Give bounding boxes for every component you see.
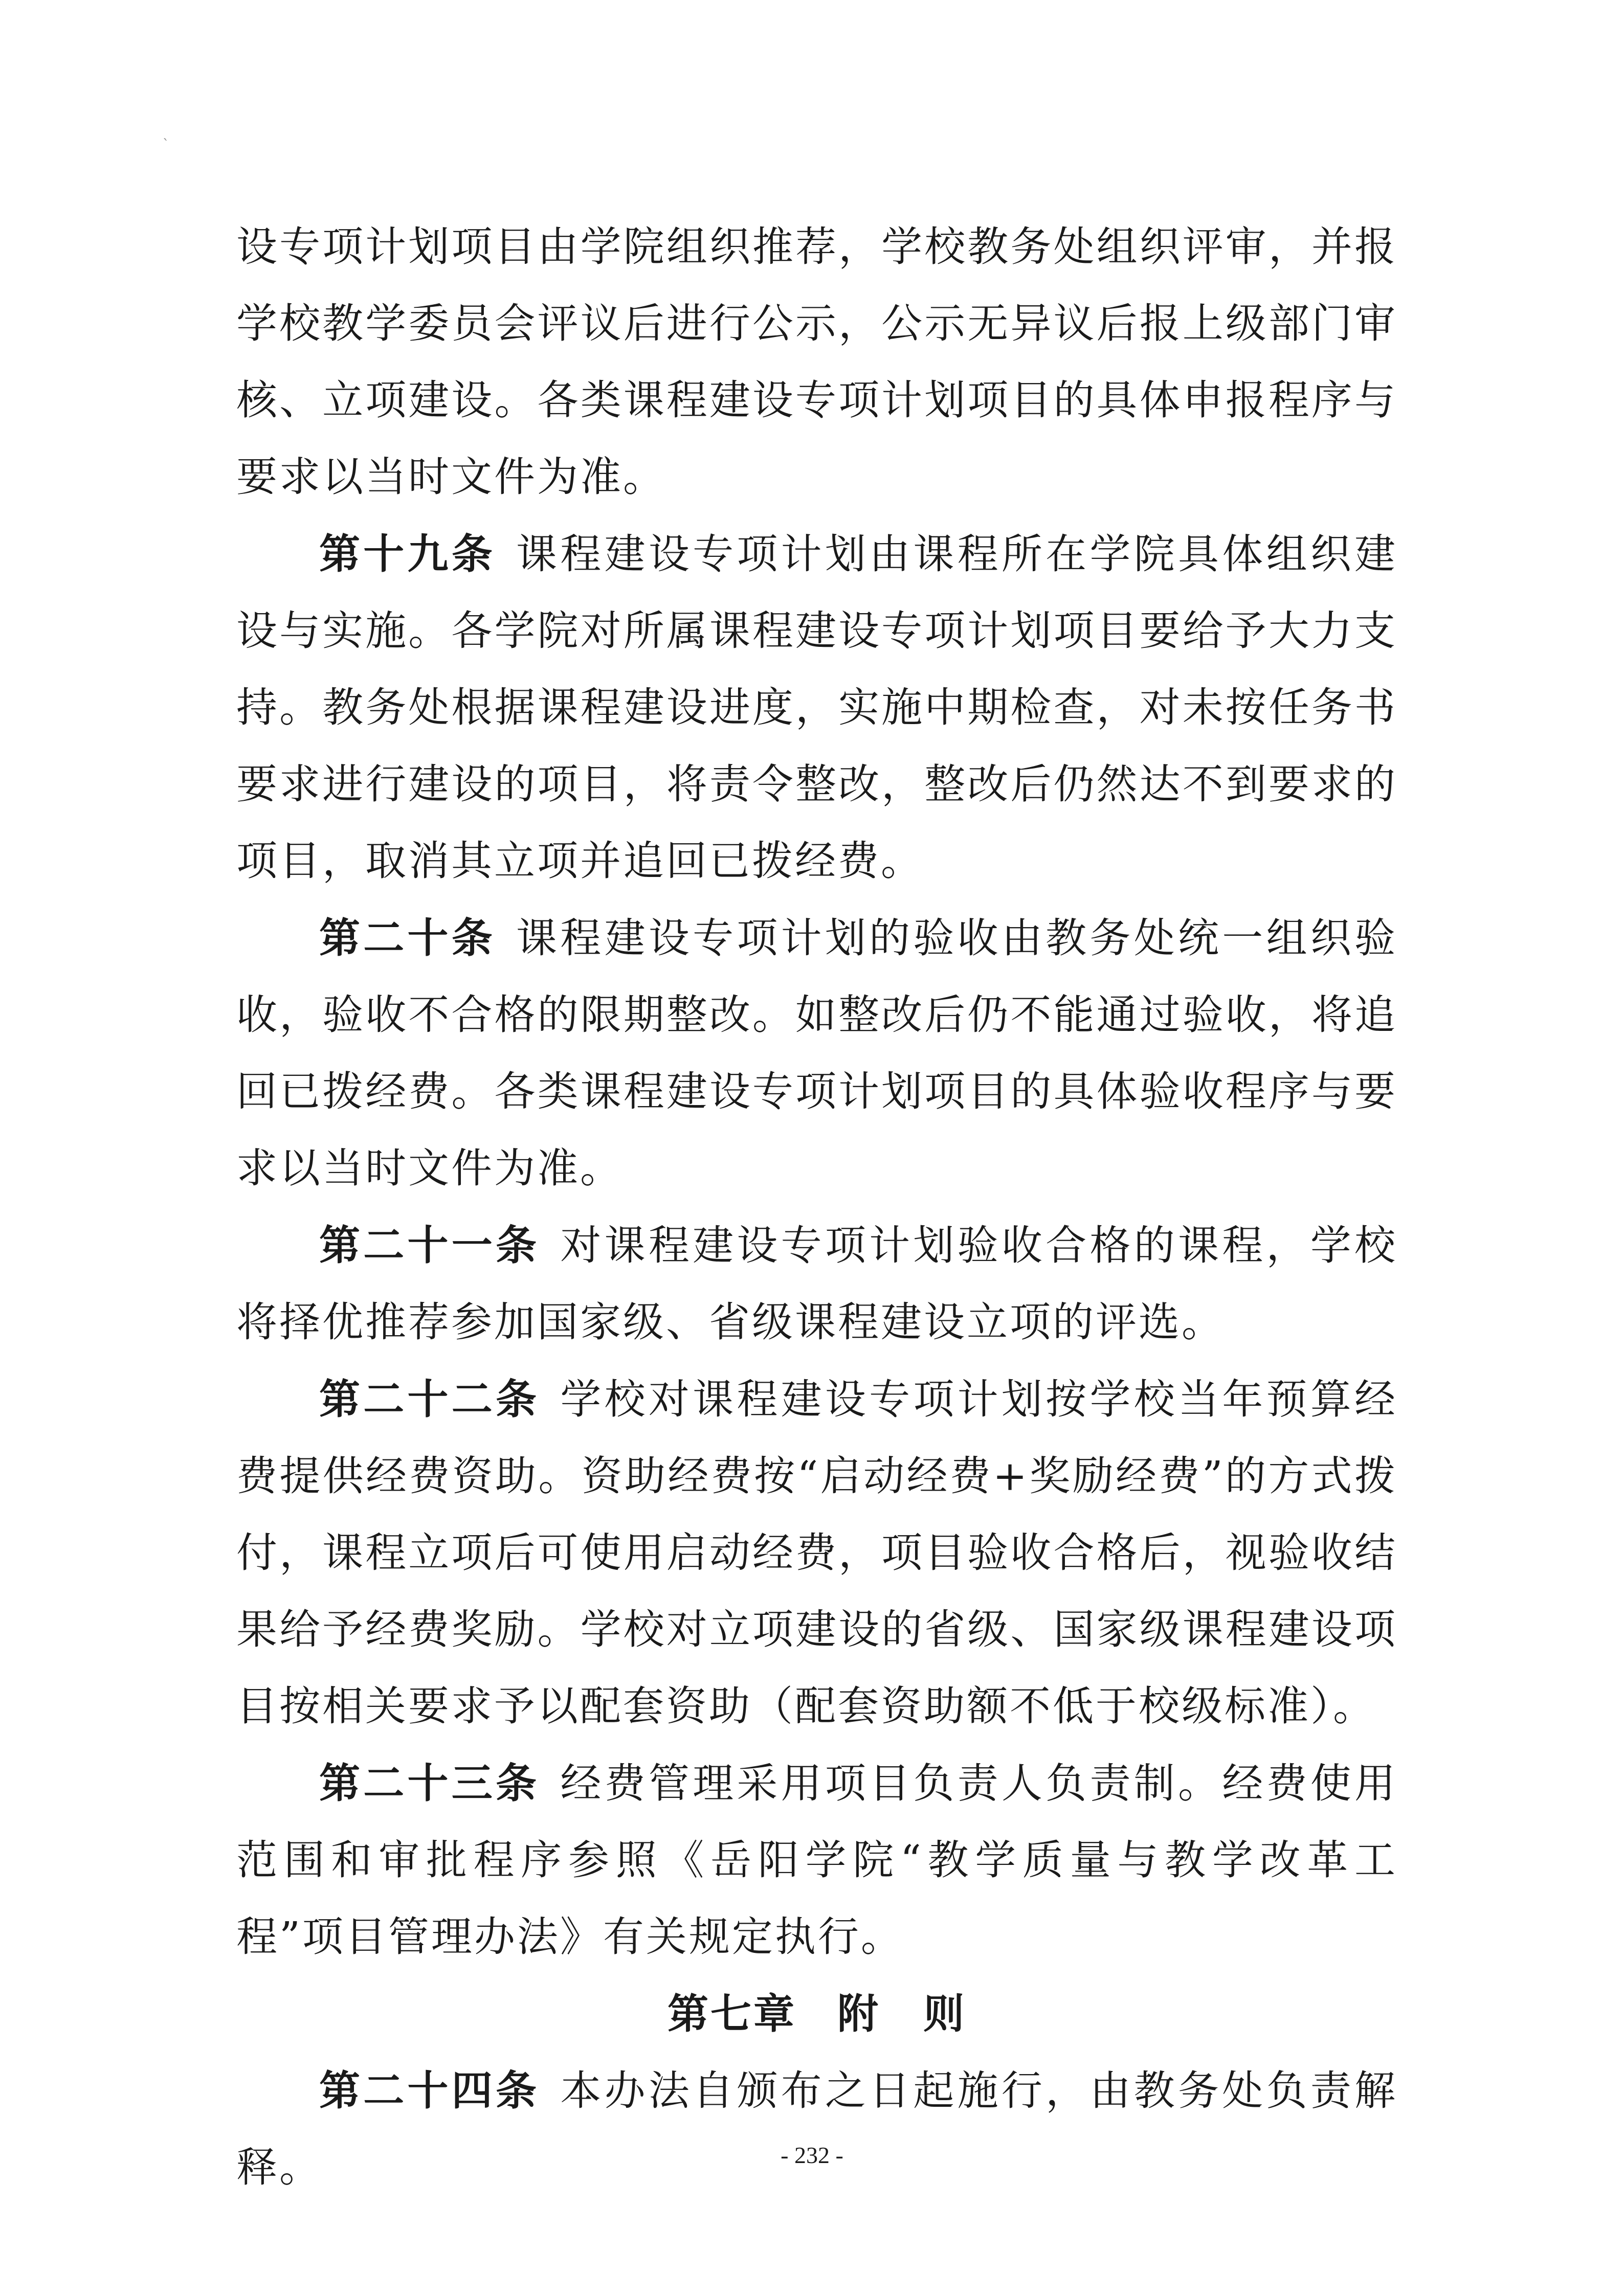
article-number: 第二十条 [319, 914, 496, 962]
paragraph-text: 课程建设专项计划的验收由教务处统一组织验收，验收不合格的限期整改。如整改后仍不能通过验收，将追回已拨经费。各类课程建设专项计划项目的具体验收程序与要求以当时文件为准。 [236, 914, 1398, 1192]
page-number: - 232 - [781, 2142, 843, 2168]
paragraph-text: 对课程建设专项计划验收合格的课程，学校将择优推荐参加国家级、省级课程建设立项的评选。 [236, 1222, 1398, 1346]
paragraph-text: 经费管理采用项目负责人负责制。经费使用范围和审批程序参照《岳阳学院“教学质量与教学改革工程”项目管理办法》有关规定执行。 [236, 1760, 1398, 1961]
article-19 [236, 515, 1397, 899]
paragraph-text: 设专项计划项目由学院组织推荐，学校教务处组织评审，并报学校教学委员会评议后进行公示，公示无异议后报上级部门审核、立项建设。各类课程建设专项计划项目的具体申报程序与要求以当时文件为准。 [236, 223, 1397, 501]
article-23 [236, 1745, 1397, 1975]
article-21 [236, 1207, 1397, 1361]
article-20 [236, 899, 1397, 1207]
chapter-title: 附 则 [837, 1990, 966, 2038]
paragraph-text: 学校对课程建设专项计划按学校当年预算经费提供经费资助。资助经费按“启动经费+奖励经费”的方式拨付，课程立项后可使用启动经费，项目验收合格后，视验收结果给予经费奖励。学校对立项建设的省级、国家级课程建设项目按相关要求予以配套资助（配套资助额不低于校级标准）。 [236, 1376, 1398, 1730]
article-number: 第二十三条 [319, 1759, 540, 1807]
article-22 [236, 1361, 1397, 1745]
article-number: 第二十一条 [319, 1221, 540, 1269]
chapter-number: 第七章 [668, 1990, 796, 2038]
scan-mark: ` [163, 137, 169, 152]
paragraph-text: 课程建设专项计划由课程所在学院具体组织建设与实施。各学院对所属课程建设专项计划项目要给予大力支持。教务处根据课程建设进度，实施中期检查，对未按任务书要求进行建设的项目，将责令整改，整改后仍然达不到要求的项目，取消其立项并追回已拨经费。 [236, 530, 1398, 885]
chapter-heading [236, 1975, 1397, 2052]
body-text [236, 209, 1397, 2206]
paragraph-continuation [236, 209, 1397, 515]
article-number: 第十九条 [319, 530, 496, 578]
article-number: 第二十二条 [319, 1375, 540, 1423]
article-number: 第二十四条 [319, 2066, 540, 2114]
article-24 [236, 2052, 1397, 2206]
paragraph-text: 本办法自颁布之日起施行，由教务处负责解释。 [236, 2067, 1398, 2191]
